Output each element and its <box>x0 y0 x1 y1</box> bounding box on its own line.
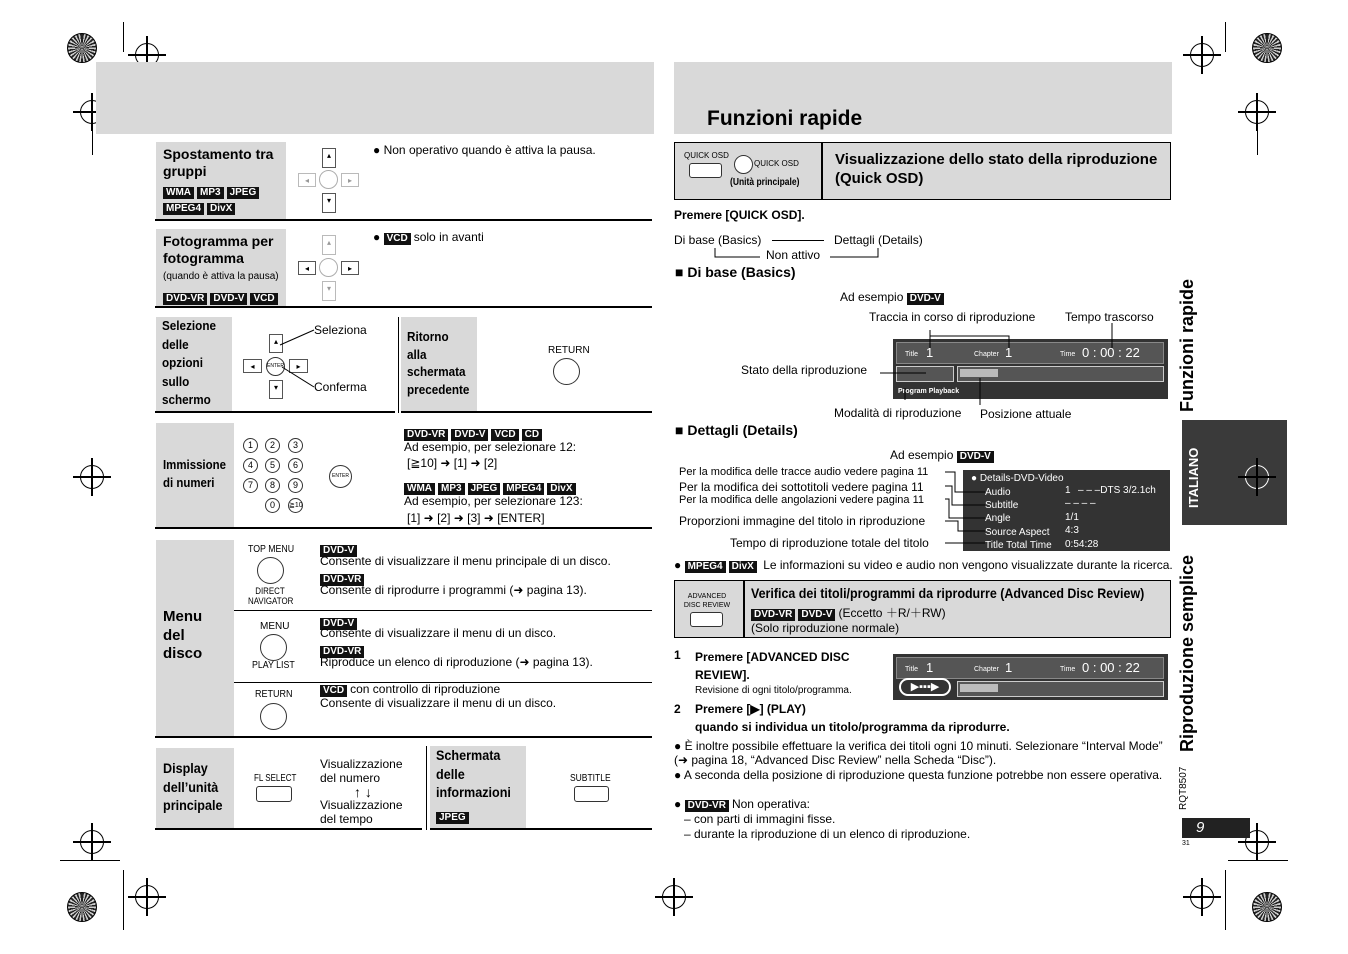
toggle-arrows: ↑ ↓ <box>354 784 372 800</box>
step-text: quando si individua un titolo/programma da riprodurre. <box>695 720 1010 734</box>
crosshair-icon <box>80 830 104 854</box>
left-arrow-button[interactable]: ◂ <box>298 173 316 187</box>
format-tag: MPEG4 <box>685 561 726 573</box>
format-tag: WMA <box>404 483 435 495</box>
format-tag: DVD-V <box>957 451 994 463</box>
crosshair-icon <box>1190 885 1214 909</box>
osd-detail-row: Angle <box>985 513 1011 524</box>
osd-detail-value: 1/1 <box>1065 512 1079 523</box>
bullet-text: Non operativa: <box>731 797 810 811</box>
section-subtitle: (quando è attiva la pausa) <box>163 271 279 282</box>
button-label: QUICK OSD <box>684 151 729 160</box>
format-tag: DivX <box>729 561 757 573</box>
crosshair-icon <box>1190 43 1214 67</box>
subtitle-button[interactable] <box>574 786 609 802</box>
return-button[interactable] <box>553 358 580 385</box>
section-heading: ■ Dettagli (Details) <box>675 422 798 438</box>
bullet-subtext: – con parti di immagini fisse. <box>684 812 836 826</box>
button-label: TOP MENU <box>248 544 295 555</box>
section-title: Spostamento tra gruppi <box>163 146 274 179</box>
osd-detail-row: ● Details-DVD-Video <box>971 473 1064 484</box>
osd-title-value: 1 <box>926 345 934 360</box>
osd-title-label: Title <box>905 351 918 358</box>
right-arrow-button[interactable]: ▸ <box>289 359 308 373</box>
osd-time-label: Time <box>1060 351 1076 358</box>
format-tag: JPEG <box>436 812 469 824</box>
crosshair-icon <box>662 885 686 909</box>
osd-detail-row: Subtitle <box>985 500 1019 511</box>
registration-disc-icon <box>67 33 97 63</box>
description: Consente di riprodurre i programmi (➜ pagina 13). <box>320 583 587 597</box>
restriction-note: (Solo riproduzione normale) <box>751 621 900 635</box>
button-label: ADVANCED DISC REVIEW <box>683 593 731 609</box>
detail-callout: Per la modifica delle tracce audio vedere pagina 11 <box>679 466 929 478</box>
page-number: 9 <box>1196 819 1205 836</box>
format-tag: DVD-V <box>320 545 357 557</box>
description: Consente di visualizzare il menu di un disco. <box>320 696 557 710</box>
number-key[interactable]: 8 <box>265 478 280 493</box>
osd-time-label: Time <box>1060 666 1076 673</box>
enter-button[interactable]: ENTER <box>329 465 352 488</box>
bullet-text: A seconda della posizione di riproduzione questa funzione potrebbe non essere operativa. <box>683 768 1163 782</box>
crosshair-icon <box>1245 100 1269 124</box>
section-title: Display dell’unità principale <box>163 760 223 813</box>
fl-select-button[interactable] <box>256 786 292 802</box>
section-heading: ■ Di base (Basics) <box>675 264 796 280</box>
callout-modalita: Modalità di riproduzione <box>834 406 962 420</box>
instruction: Premere [QUICK OSD]. <box>674 208 805 222</box>
crosshair-icon <box>135 885 159 909</box>
number-key[interactable]: 3 <box>288 438 303 453</box>
enter-button[interactable] <box>319 170 338 189</box>
osd-detail-value: 0:54:28 <box>1065 539 1099 550</box>
enter-button[interactable] <box>319 258 338 277</box>
up-arrow-button[interactable]: ▴ <box>322 148 336 168</box>
note-text: ● VCD solo in avanti <box>373 230 484 244</box>
format-tag: MP3 <box>197 187 224 199</box>
conferma-label: Conferma <box>314 380 367 394</box>
button-label: SUBTITLE <box>570 773 611 784</box>
section-title: Verifica dei titoli/programmi da riprodurre (Advanced Disc Review) <box>751 585 1145 601</box>
model-code: RQT8507 <box>1178 766 1189 810</box>
detail-callout: Proporzioni immagine del titolo in riproduzione <box>679 514 926 528</box>
description: Consente di visualizzare il menu di un disco. <box>320 626 557 640</box>
format-tag: JPEG <box>468 483 501 495</box>
page-index: 31 <box>1182 840 1190 847</box>
section-title: Immissione di numeri <box>163 457 226 490</box>
left-arrow-button[interactable]: ◂ <box>298 261 316 275</box>
down-arrow-button[interactable]: ▾ <box>322 281 336 301</box>
right-arrow-button[interactable]: ▸ <box>341 261 359 275</box>
button-label: PLAY LIST <box>252 660 295 671</box>
osd-chapter-label: Chapter <box>974 666 999 673</box>
format-tag: WMA <box>163 187 194 199</box>
number-key[interactable]: 5 <box>265 458 280 473</box>
format-tag: DVD-V <box>907 293 944 305</box>
format-tag: MPEG4 <box>503 483 544 495</box>
format-tag: DVD-VR <box>685 800 729 812</box>
button-label: DIRECT NAVIGATOR <box>248 586 294 606</box>
description: Riproduce un elenco di riproduzione (➜ pagina 13). <box>320 655 593 669</box>
callout-tempo: Tempo trascorso <box>1065 310 1154 324</box>
number-key[interactable]: 7 <box>243 478 258 493</box>
format-tag: VCD <box>320 685 347 697</box>
button-label: FL SELECT <box>254 773 297 784</box>
osd-chapter-label: Chapter <box>974 351 999 358</box>
page-title: Funzioni rapide <box>707 107 863 130</box>
sidebar-bottom-title: Riproduzione semplice <box>1177 554 1197 752</box>
step-number: 1 <box>674 648 681 662</box>
crosshair-icon <box>1245 465 1269 489</box>
format-tag: VCD <box>491 429 518 441</box>
registration-disc-icon <box>67 892 97 922</box>
button-label: RETURN <box>548 345 590 356</box>
unit-label: (Unità principale) <box>730 177 800 188</box>
review-play-icon: ▶▪▪▪▶ <box>899 678 951 696</box>
display-number-label: Visualizzazione del numero <box>320 757 403 785</box>
format-tag: DVD-VR <box>320 574 364 586</box>
osd-detail-row: Source Aspect <box>985 527 1050 538</box>
language-label: ITALIANO <box>1186 447 1201 508</box>
section-title: Ritorno alla schermata precedente <box>407 329 470 397</box>
example-label: Ad esempio <box>840 290 904 304</box>
detail-callout: Per la modifica dei sottotitoli vedere pagina 11 <box>679 480 924 494</box>
osd-detail-value: 1 <box>1065 485 1071 496</box>
advanced-disc-review-button[interactable] <box>690 612 723 627</box>
format-tag: JPEG <box>227 187 260 199</box>
osd-detail-row: Title Total Time <box>985 540 1052 551</box>
return-button[interactable] <box>260 703 287 730</box>
enter-button[interactable]: ENTER <box>266 357 285 376</box>
example-sequence: [1] ➜ [2] ➜ [3] ➜ [ENTER] <box>407 511 545 525</box>
bullet-text: È inoltre possibile effettuare la verifica dei titoli ogni 10 minuti. Selezionare “Interval Mode” (➜ pagina 18, “Advanced Disc Review” nella Scheda “Disc”). <box>674 739 1163 767</box>
osd-detail-value: – – –DTS 3/2.1ch <box>1078 485 1156 496</box>
callout-traccia: Traccia in corso di riproduzione <box>869 310 1036 324</box>
format-tag: CD <box>522 429 542 441</box>
format-tag: DVD-V <box>451 429 488 441</box>
note-text: Le informazioni su video e audio non vengono visualizzate durante la ricerca. <box>763 558 1173 572</box>
quick-osd-unit-button[interactable] <box>734 155 753 174</box>
number-key[interactable]: 2 <box>265 438 280 453</box>
format-tag: DVD-VR <box>320 646 364 658</box>
section-title: Selezione delle opzioni sullo schermo <box>162 318 216 407</box>
right-arrow-button[interactable]: ▸ <box>341 173 359 187</box>
flow-basics: Di base (Basics) <box>674 233 762 247</box>
note-text: ● Non operativo quando è attiva la pausa. <box>373 143 596 157</box>
left-arrow-button[interactable]: ◂ <box>243 359 262 373</box>
example-text: Ad esempio, per selezionare 123: <box>404 494 583 508</box>
format-tag: VCD <box>250 293 277 305</box>
step-subtext: Revisione di ogni titolo/programma. <box>695 685 852 696</box>
description: con controllo di riproduzione <box>350 682 501 696</box>
number-key[interactable]: 0 <box>265 498 280 513</box>
page-number-box <box>1182 818 1250 838</box>
format-tag: MP3 <box>438 483 465 495</box>
menu-button[interactable] <box>260 634 287 661</box>
section-title: Visualizzazione dello stato della riproduzione (Quick OSD) <box>835 151 1158 187</box>
seleziona-label: Seleziona <box>314 323 367 337</box>
flow-details: Dettagli (Details) <box>834 233 923 247</box>
bullet-subtext: – durante la riproduzione di un elenco di riproduzione. <box>684 827 971 841</box>
format-tag: DVD-V <box>320 618 357 630</box>
format-tag: DivX <box>207 203 235 215</box>
section-title: Schermata delle informazioni <box>436 747 511 800</box>
flow-inactive: Non attivo <box>766 248 821 262</box>
number-key[interactable]: 9 <box>288 478 303 493</box>
osd-chapter-value: 1 <box>1005 345 1013 360</box>
format-tag: DVD-VR <box>404 429 448 441</box>
step-number: 2 <box>674 702 681 716</box>
osd-detail-value: 4:3 <box>1065 525 1079 536</box>
detail-callout: Tempo di riproduzione totale del titolo <box>730 536 929 550</box>
osd-detail-row: Audio <box>985 487 1011 498</box>
example-label: Ad esempio <box>890 448 954 462</box>
osd-time-value: 0 : 00 : 22 <box>1082 345 1140 360</box>
format-tag: DVD-VR <box>163 293 207 305</box>
button-label: QUICK OSD <box>754 159 799 168</box>
osd-program-label: Program Playback <box>898 388 960 395</box>
step-text: Premere [▶] (PLAY) <box>695 702 806 716</box>
osd-time-value: 0 : 00 : 22 <box>1082 660 1140 675</box>
up-arrow-button[interactable]: ▴ <box>322 235 336 255</box>
format-tag: MPEG4 <box>163 203 204 215</box>
up-arrow-button[interactable]: ▴ <box>269 334 283 353</box>
callout-posizione: Posizione attuale <box>980 407 1072 421</box>
down-arrow-button[interactable]: ▾ <box>269 380 283 399</box>
display-time-label: Visualizzazione del tempo <box>320 798 403 826</box>
osd-position-bar <box>960 684 998 692</box>
format-tag: DVD-VR <box>751 609 795 621</box>
button-label: MENU <box>260 621 290 632</box>
osd-title-label: Title <box>905 666 918 673</box>
osd-title-value: 1 <box>926 660 934 675</box>
format-tag: DVD-V <box>210 293 247 305</box>
crosshair-icon <box>80 465 104 489</box>
number-key[interactable]: 4 <box>243 458 258 473</box>
registration-disc-icon <box>1252 892 1282 922</box>
example-sequence: [≧10] ➜ [1] ➜ [2] <box>407 456 498 470</box>
number-key[interactable]: 6 <box>288 458 303 473</box>
number-key[interactable]: ≧10 <box>288 498 303 513</box>
top-menu-button[interactable] <box>257 557 284 584</box>
exception-note: (Eccetto ＋R/＋RW) <box>838 606 946 620</box>
description: Consente di visualizzare il menu principale di un disco. <box>320 554 611 568</box>
section-title: Menu del disco <box>163 608 203 662</box>
section-title: Fotogramma per fotogramma <box>163 233 274 266</box>
callout-stato: Stato della riproduzione <box>741 363 868 377</box>
format-tag: DVD-V <box>798 609 835 621</box>
quick-osd-remote-button[interactable] <box>689 163 722 178</box>
format-tag: DivX <box>547 483 575 495</box>
osd-chapter-value: 1 <box>1005 660 1013 675</box>
button-label: RETURN <box>255 689 293 700</box>
detail-callout: Per la modifica delle angolazioni vedere pagina 11 <box>679 494 925 506</box>
registration-disc-icon <box>1252 33 1282 63</box>
sidebar-top-title: Funzioni rapide <box>1177 279 1197 412</box>
example-text: Ad esempio, per selezionare 12: <box>404 440 577 454</box>
step-text: Premere [ADVANCED DISC REVIEW]. <box>695 650 850 682</box>
number-key[interactable]: 1 <box>243 438 258 453</box>
down-arrow-button[interactable]: ▾ <box>322 193 336 213</box>
osd-detail-value: – – – – <box>1065 498 1096 509</box>
